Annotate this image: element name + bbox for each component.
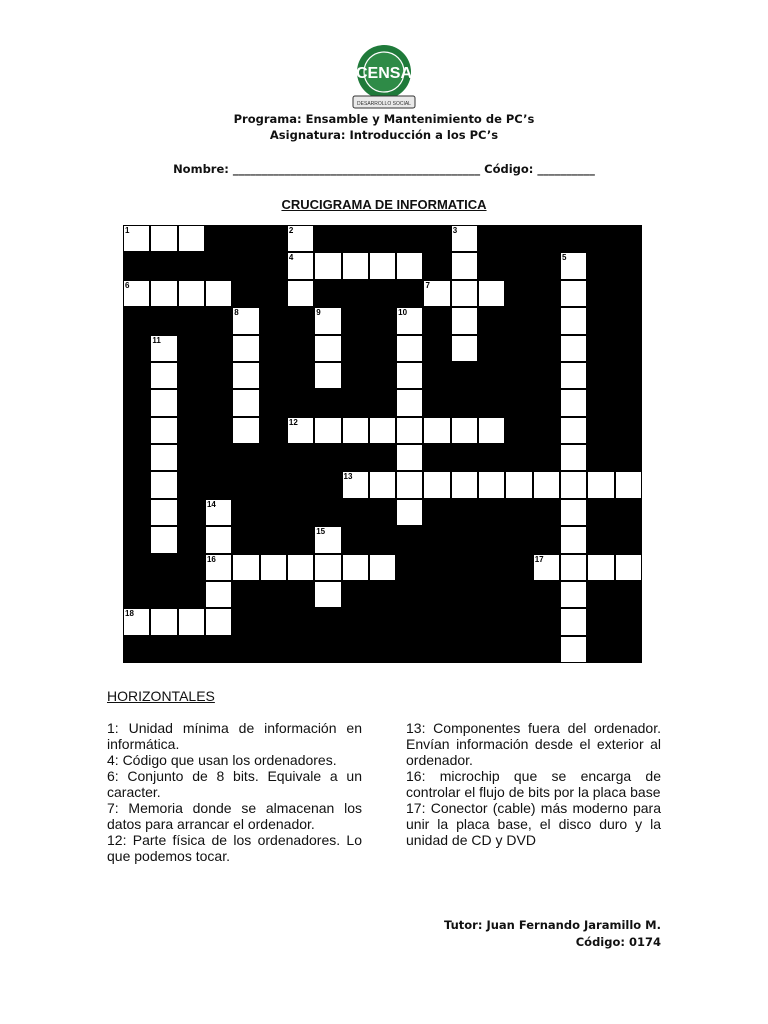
cell-number: 14 [206,499,216,509]
crossword-cell[interactable] [561,308,586,333]
crossword-cell[interactable] [561,472,586,497]
crossword-cell[interactable] [233,308,258,333]
crossword-cell[interactable] [561,582,586,607]
cell-number: 9 [316,308,321,318]
clue-1: 1: Unidad mínima de información en informática. [107,720,362,752]
cell-number: 17 [534,554,544,564]
crossword-cell[interactable] [343,418,368,443]
crossword-cell[interactable] [452,253,477,278]
crossword-cell[interactable] [397,445,422,470]
crossword-cell[interactable] [397,363,422,388]
crossword-cell[interactable] [561,336,586,361]
crossword-cell[interactable] [424,418,449,443]
logo-ribbon-text: DESARROLLO SOCIAL [357,101,411,107]
subject-title: Asignatura: Introducción a los PC’s [269,128,499,142]
crossword-cell[interactable] [315,527,340,552]
crossword-cell[interactable] [233,363,258,388]
clues-right-column [406,720,661,848]
clue-13: 13: Componentes fuera del ordenador. Envían información desde el exterior al ordenador. [406,720,661,768]
crossword-cell[interactable] [370,555,395,580]
crossword-cell[interactable] [561,609,586,634]
crossword-cell[interactable] [561,281,586,306]
crossword-cell[interactable] [315,253,340,278]
crossword-cell[interactable] [151,527,176,552]
crossword-cell[interactable] [206,582,231,607]
crossword-cell[interactable] [288,226,313,251]
logo-text: CENSA [355,65,413,82]
cell-number: 3 [452,226,458,235]
code-label: Código: [484,162,534,176]
crossword-cell[interactable] [479,472,504,497]
crossword-cell[interactable] [233,418,258,443]
crossword-cell[interactable] [397,390,422,415]
crossword-cell[interactable] [588,555,613,580]
crossword-cell[interactable] [343,472,368,497]
crossword-cell[interactable] [424,281,449,306]
crossword-cell[interactable] [315,582,340,607]
crossword-cell[interactable] [206,281,231,306]
crossword-cell[interactable] [397,418,422,443]
crossword-cell[interactable] [206,527,231,552]
clue-4: 4: Código que usan los ordenadores. [107,752,337,768]
clues-left-column [107,720,362,864]
crossword-cell[interactable] [179,281,204,306]
crossword-cell[interactable] [179,609,204,634]
crossword-cell[interactable] [288,253,313,278]
crossword-cell[interactable] [588,472,613,497]
horizontales-title: HORIZONTALES [107,688,215,704]
cell-number: 10 [398,308,408,318]
cell-number: 13 [343,472,353,482]
crossword-cell[interactable] [151,281,176,306]
crossword-cell[interactable] [561,390,586,415]
crossword-cell[interactable] [561,253,586,278]
crossword-cell[interactable] [479,281,504,306]
crossword-cell[interactable] [233,555,258,580]
crossword-cell[interactable] [452,281,477,306]
crossword-cell[interactable] [315,363,340,388]
cell-number: 16 [206,554,216,564]
crossword-cell[interactable] [534,555,559,580]
name-field[interactable]: ___________________________________________ [232,162,481,176]
crossword-cell[interactable] [179,226,204,251]
crossword-cell[interactable] [370,253,395,278]
cell-number: 6 [125,280,130,290]
cell-number: 8 [234,308,239,318]
crossword-cell[interactable] [370,418,395,443]
cell-number: 12 [288,417,298,427]
cell-number: 15 [316,527,326,537]
crossword-cell[interactable] [561,418,586,443]
crossword-cell[interactable] [288,281,313,306]
crossword-cell[interactable] [151,500,176,525]
cell-number: 4 [288,253,294,263]
crossword-cell[interactable] [561,637,586,662]
crossword-cell[interactable] [561,555,586,580]
crossword-cell[interactable] [343,555,368,580]
crossword-cell[interactable] [261,555,286,580]
crossword-cell[interactable] [233,336,258,361]
crossword-cell[interactable] [561,445,586,470]
crossword-cell[interactable] [452,418,477,443]
cell-number: 18 [125,609,134,619]
crossword-cell[interactable] [233,390,258,415]
crossword-cell[interactable] [288,418,313,443]
crossword-cell[interactable] [151,390,176,415]
cell-number: 11 [152,335,161,345]
clue-17: 17: Conector (cable) más moderno para unir la placa base, el disco duro y la unidad de CD y DVD [406,800,661,848]
cell-number: 1 [125,226,130,235]
tutor-name: Tutor: Juan Fernando Jaramillo M. [444,918,661,932]
crossword-cell[interactable] [397,308,422,333]
crossword-cell[interactable] [452,308,477,333]
clue-6: 6: Conjunto de 8 bits. Equivale a un caracter. [107,768,362,800]
crossword-cell[interactable] [151,363,176,388]
crossword-cell[interactable] [124,226,149,251]
program-title: Programa: Ensamble y Mantenimiento de PC’s [233,112,535,126]
crossword-cell[interactable] [315,418,340,443]
crossword-cell[interactable] [479,418,504,443]
crossword-cell[interactable] [370,472,395,497]
censa-logo [345,44,423,110]
crossword-cell[interactable] [397,253,422,278]
crossword-cell[interactable] [315,336,340,361]
crossword-cell[interactable] [397,336,422,361]
code-field[interactable]: __________ [537,162,595,176]
cell-number: 7 [425,280,430,290]
crossword-cell[interactable] [561,500,586,525]
crossword-grid [123,225,642,663]
student-info-line [0,162,768,176]
crossword-cell[interactable] [151,226,176,251]
crossword-cell[interactable] [561,527,586,552]
crossword-cell[interactable] [288,555,313,580]
crossword-cell[interactable] [452,336,477,361]
crossword-cell[interactable] [206,609,231,634]
crossword-cell[interactable] [397,500,422,525]
cell-number: 2 [288,226,294,235]
clue-7: 7: Memoria donde se almacenan los datos para arrancar el ordenador. [107,800,362,832]
crossword-cell[interactable] [616,472,641,497]
crossword-cell[interactable] [452,226,477,251]
name-label: Nombre: [173,162,229,176]
crossword-cell[interactable] [424,472,449,497]
crossword-cell[interactable] [561,363,586,388]
crossword-cell[interactable] [616,555,641,580]
crossword-cell[interactable] [124,609,149,634]
crossword-cell[interactable] [315,555,340,580]
crossword-cell[interactable] [343,253,368,278]
crossword-cell[interactable] [397,472,422,497]
clue-12: 12: Parte física de los ordenadores. Lo que podemos tocar. [107,832,362,864]
crossword-cell[interactable] [151,336,176,361]
crossword-cell[interactable] [506,472,531,497]
clue-16: 16: microchip que se encarga de controlar el flujo de bits por la placa base [406,768,661,800]
crossword-cell[interactable] [315,308,340,333]
crossword-cell[interactable] [151,445,176,470]
crossword-cell[interactable] [124,281,149,306]
crossword-cell[interactable] [452,472,477,497]
cell-number: 5 [562,253,567,263]
crossword-cell[interactable] [151,609,176,634]
crossword-cell[interactable] [151,418,176,443]
crossword-cell[interactable] [151,472,176,497]
crossword-cell[interactable] [206,500,231,525]
crossword-cell[interactable] [206,555,231,580]
crossword-cell[interactable] [534,472,559,497]
tutor-code: Código: 0174 [575,935,661,949]
crossword-title: CRUCIGRAMA DE INFORMATICA [281,197,487,212]
